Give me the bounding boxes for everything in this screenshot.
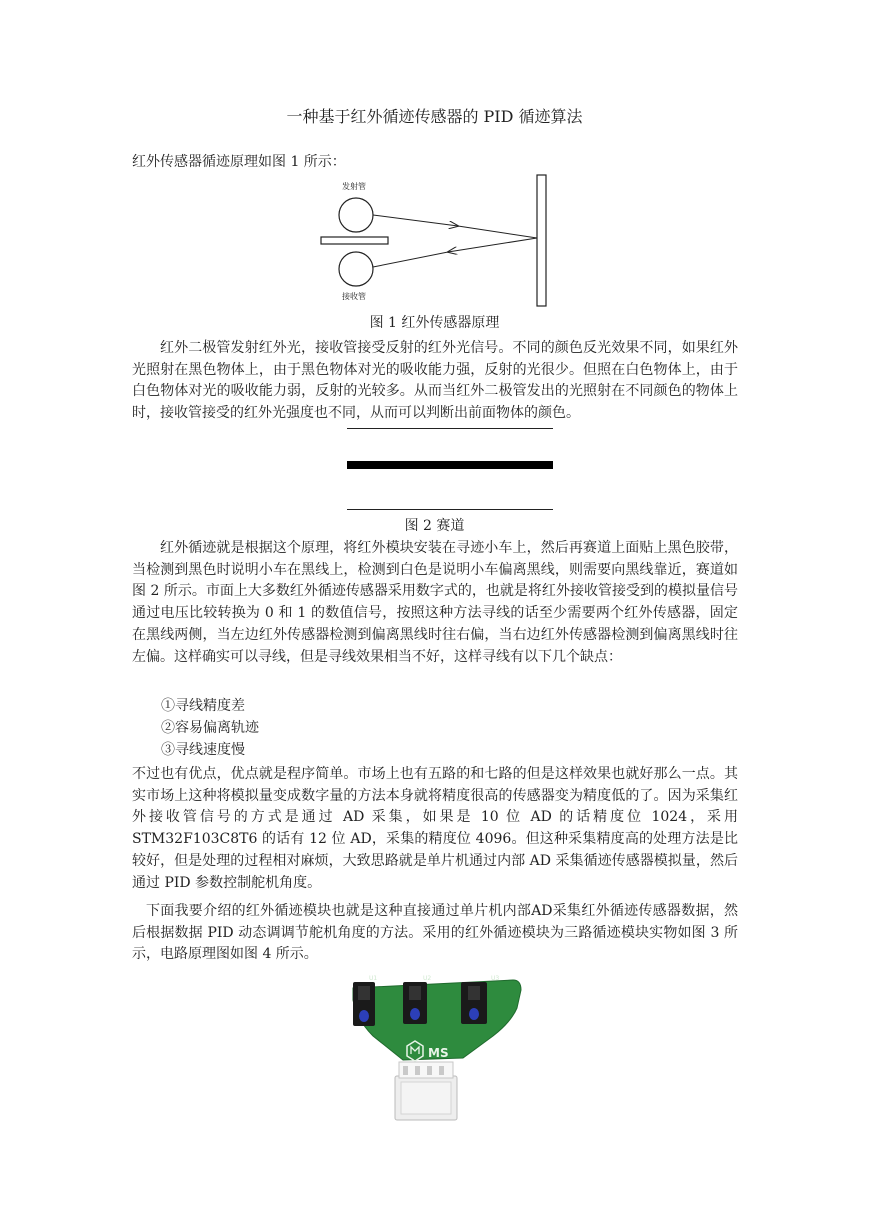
paragraph-3: 不过也有优点，优点就是程序简单。市场上也有五路的和七路的但是这样效果也就好那么一点。其实市场上这种将模拟量变成数字量的方法本身就将精度很高的传感器变为精度低的了。因为采集红外接收管信号的方式是通过 AD 采集，如果是 10 位 AD 的话精度位 1024，采用 STM32F103C8T6 的话有 12 位 AD，采集的精度位 4096。但这种采集精度高的处理方法是比较好，但是处理的过程相对麻烦，大致思路就是单片机通过内部 AD 采集循迹传感器模拟量，然后通过 PID 参数控制舵机角度。 <box>132 766 738 891</box>
drawback-item: ②容易偏离轨迹 <box>161 720 259 736</box>
paragraph-4: 下面我要介绍的红外循迹模块也就是这种直接通过单片机内部AD采集红外循迹传感器数据，然后根据数据 PID 动态调调节舵机角度的方法。采用的红外循迹模块为三路循迹模块实物如图 3 所示，电路原理图如图 4 所示。 <box>132 903 738 963</box>
intro-text: 红外传感器循迹原理如图 1 所示： <box>132 154 346 170</box>
emitter-circle <box>339 198 373 232</box>
sensor-u2 <box>403 982 427 1024</box>
sensor-u3 <box>461 982 487 1024</box>
paragraph-1: 红外二极管发射红外光，接收管接受反射的红外光信号。不同的颜色反光效果不同，如果红外光照射在黑色物体上，由于黑色物体对光的吸收能力强，反射的光很少。但照在白色物体上，由于白色物体对光的吸收能力弱，反射的光较多。从而当红外二极管发出的光照射在不同颜色的物体上时，接收管接受的红外光强度也不同，从而可以判断出前面物体的颜色。 <box>132 340 738 422</box>
figure-1-diagram <box>310 172 570 312</box>
drawback-item: ①寻线精度差 <box>161 698 245 714</box>
emitter-label: 发射管 <box>342 182 366 191</box>
track-black-tape <box>347 461 553 469</box>
track-bottom-line <box>347 509 553 510</box>
sensor-label-u3: U3 <box>491 975 500 982</box>
sensor-label-u2: U2 <box>423 975 432 982</box>
separator-plate <box>321 237 388 244</box>
sensor-module-photo <box>345 970 525 1125</box>
receiver-label: 接收管 <box>342 292 366 301</box>
reflected-ray <box>448 238 537 252</box>
logo-text: MS <box>428 1046 449 1060</box>
sensor-label-u1: U1 <box>369 975 378 982</box>
drawback-item: ③寻线速度慢 <box>161 742 245 758</box>
figure-1-caption: 图 1 红外传感器原理 <box>369 315 500 331</box>
track-top-line <box>347 428 553 429</box>
document-title: 一种基于红外循迹传感器的 PID 循迹算法 <box>286 107 583 126</box>
emitted-ray <box>373 215 458 226</box>
paragraph-2: 红外循迹就是根据这个原理，将红外模块安装在寻迹小车上，然后再赛道上面贴上黑色胶带，当检测到黑色时说明小车在黑线上，检测到白色是说明小车偏离黑线，则需要向黑线靠近，赛道如图 2 所示。市面上大多数红外循迹传感器采用数字式的，也就是将红外接收管接受到的模拟量信号通过电压比较转换为 0 和 1 的数值信号，按照这种方法寻线的话至少需要两个红外传感器，固定在黑线两侧，当左边红外传感器检测到偏离黑线时往右偏，当右边红外传感器检测到偏离黑线时往左偏。这样确实可以寻线，但是寻线效果相当不好，这样寻线有以下几个缺点： <box>132 540 738 665</box>
receiver-circle <box>339 252 373 286</box>
reflector-plate <box>537 175 546 306</box>
sensor-u1 <box>353 982 375 1026</box>
figure-2-caption: 图 2 赛道 <box>404 518 465 534</box>
